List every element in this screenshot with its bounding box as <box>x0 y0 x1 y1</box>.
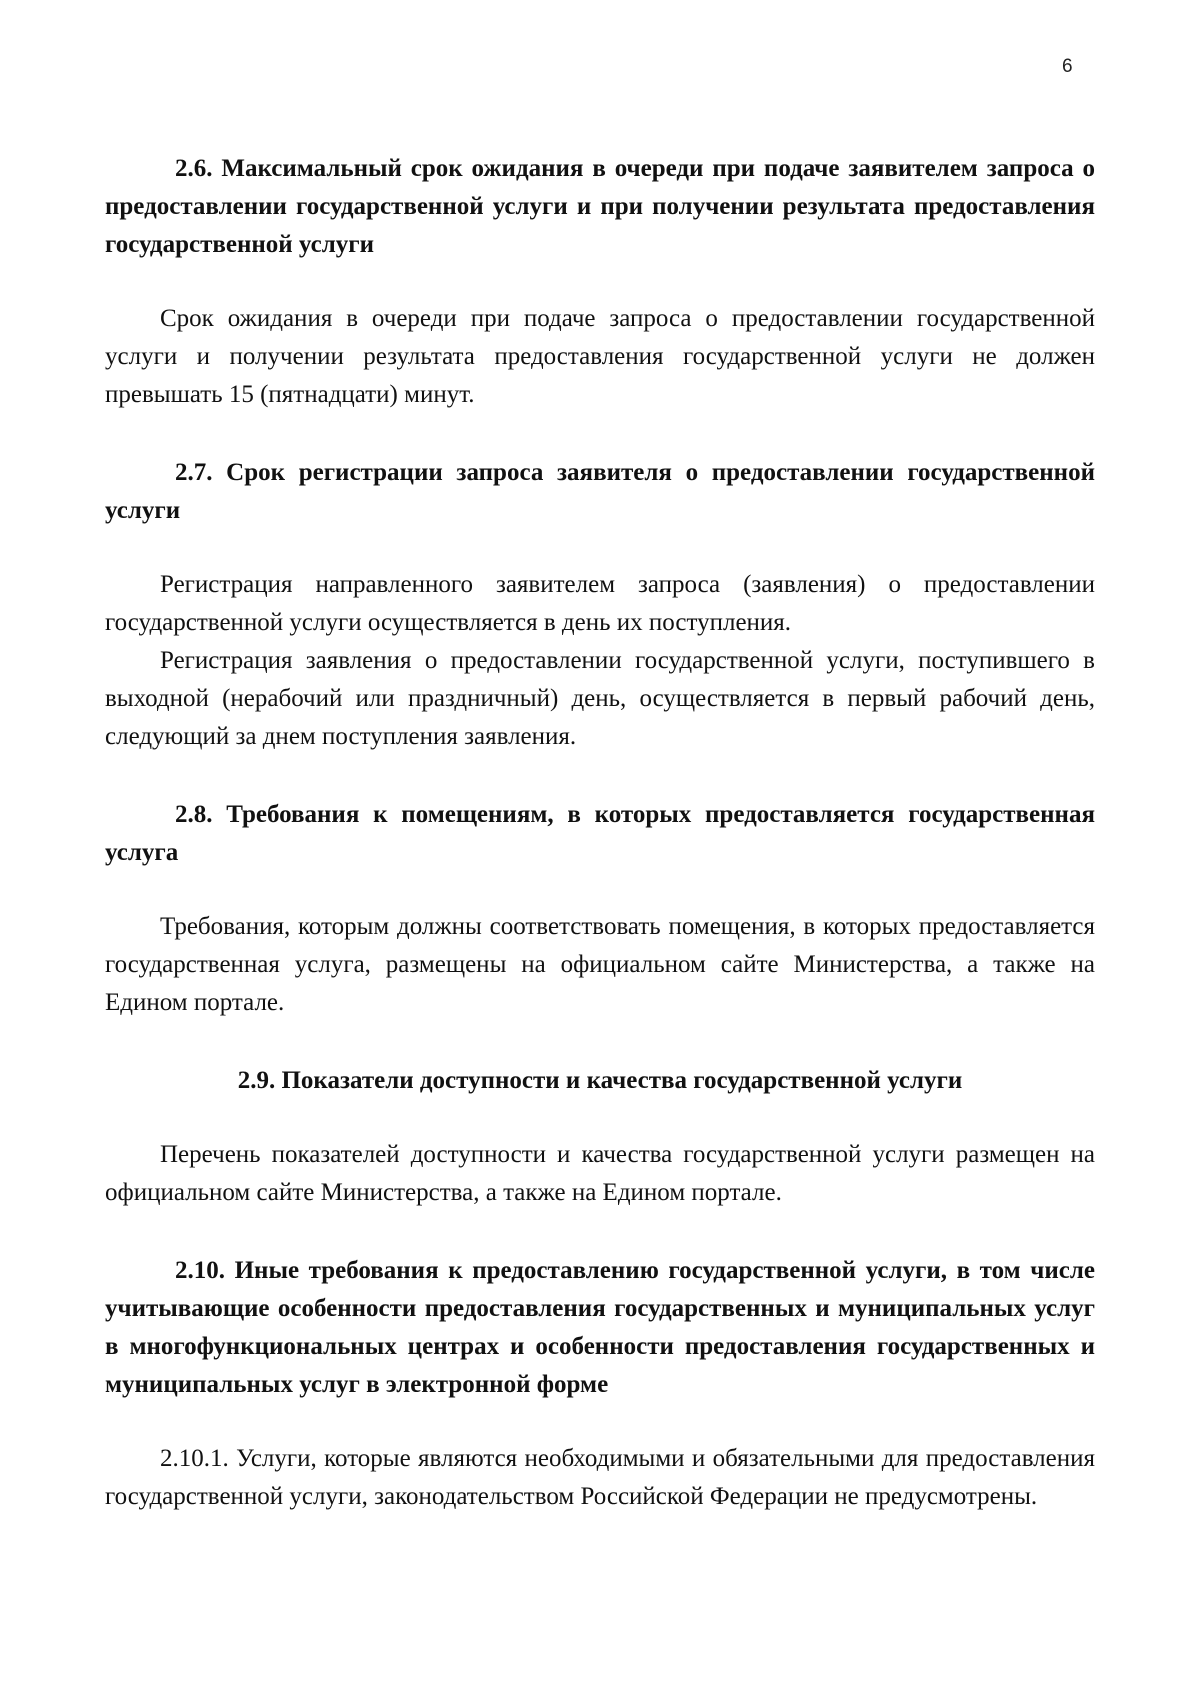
section-2-6 <box>105 150 1095 414</box>
section-heading: 2.9. Показатели доступности и качества государственной услуги <box>237 1067 963 1094</box>
section-2-10 <box>105 1252 1095 1516</box>
section-paragraph: Требования, которым должны соответствовать помещения, в которых предоставляется государственная услуга, размещены на официальном сайте Министерства, а также на Едином портале. <box>105 913 1095 1016</box>
section-paragraph: Срок ожидания в очереди при подаче запроса о предоставлении государственной услуги и получении результата предоставления государственной услуги не должен превышать 15 (пятнадцати) минут. <box>105 305 1095 408</box>
section-heading: 2.8. Требования к помещениям, в которых предоставляется государственная услуга <box>105 801 1095 866</box>
section-2-8 <box>105 796 1095 1022</box>
page-number: 6 <box>1062 56 1073 77</box>
section-heading: 2.10. Иные требования к предоставлению государственной услуги, в том числе учитывающие особенности предоставления государственных и муниципальных услуг в многофункциональных центрах и особенности предоставления государственных и муниципальных услуг в электронной форме <box>105 1257 1095 1398</box>
section-paragraph: Регистрация заявления о предоставлении государственной услуги, поступившего в выходной (нерабочий или праздничный) день, осуществляется в первый рабочий день, следующий за днем поступления заявления. <box>105 647 1095 750</box>
section-heading: 2.7. Срок регистрации запроса заявителя о предоставлении государственной услуги <box>105 459 1095 524</box>
section-2-7 <box>105 454 1095 756</box>
section-paragraph: Перечень показателей доступности и качества государственной услуги размещен на официальном сайте Министерства, а также на Едином портале. <box>105 1141 1095 1206</box>
section-paragraph: Регистрация направленного заявителем запроса (заявления) о предоставлении государственной услуги осуществляется в день их поступления. <box>105 571 1095 636</box>
document-body <box>105 150 1095 1516</box>
section-heading: 2.6. Максимальный срок ожидания в очереди при подаче заявителем запроса о предоставлении государственной услуги и при получении результата предоставления государственной услуги <box>105 155 1095 258</box>
section-paragraph: 2.10.1. Услуги, которые являются необходимыми и обязательными для предоставления государственной услуги, законодательством Российской Федерации не предусмотрены. <box>105 1445 1095 1510</box>
section-2-9 <box>105 1062 1095 1212</box>
